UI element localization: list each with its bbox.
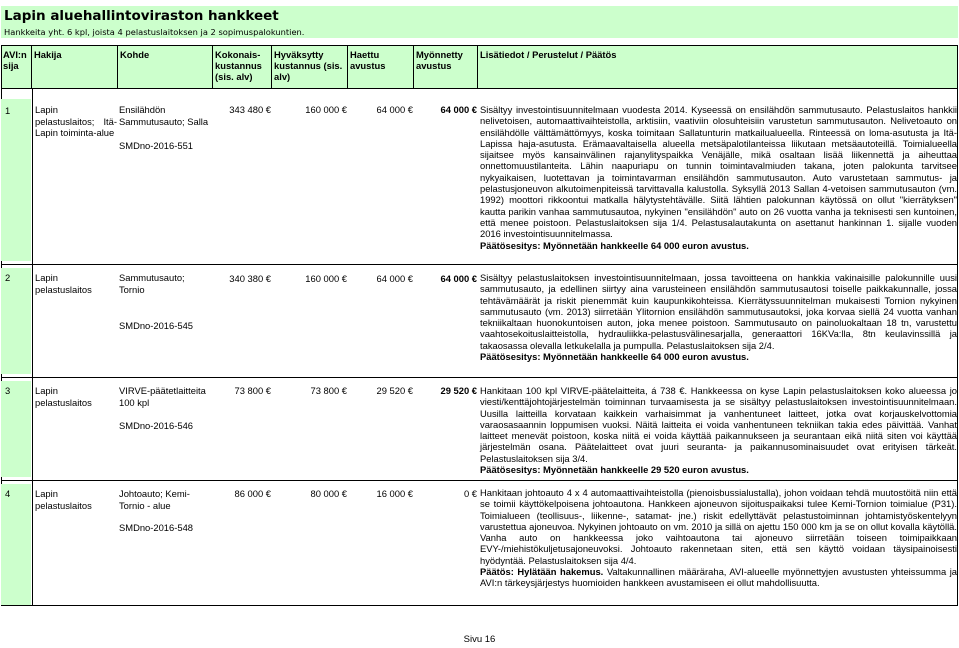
row2-total: 340 380 €: [229, 273, 271, 284]
row3-granted: 29 520 €: [440, 385, 477, 396]
row-separator: [1, 377, 958, 378]
row3-details: [480, 385, 957, 475]
page-title: Lapin aluehallintoviraston hankkeet: [4, 8, 279, 24]
row2-hakija: Lapin pelastuslaitos: [35, 272, 92, 295]
row2-granted: 64 000 €: [440, 273, 477, 284]
row-number-2: 2: [1, 268, 31, 374]
row1-details: [480, 104, 957, 251]
row2-approved: 160 000 €: [305, 273, 347, 284]
row1-total: 343 480 €: [229, 104, 271, 115]
row-separator: [1, 264, 958, 265]
row-number-4: 4: [1, 484, 31, 605]
header-kohde: Kohde: [118, 46, 213, 88]
row-number-3: 3: [1, 381, 31, 477]
row1-granted: 64 000 €: [440, 104, 477, 115]
header-kokonaiskustannus: Kokonais-kustannus (sis. alv): [213, 46, 272, 88]
header-avi-sija: AVI:n sija: [1, 46, 32, 88]
page-subtitle: Hankkeita yht. 6 kpl, joista 4 pelastuslaitoksen ja 2 sopimuspalokuntien.: [4, 27, 305, 37]
row1-kohde: Ensilähdön Sammutusauto; Salla: [119, 104, 209, 127]
header-lisatiedot: Lisätiedot / Perustelut / Päätös: [478, 46, 958, 88]
grid-line: [32, 88, 33, 605]
row4-decision-tail: Valtakunnallinen määräraha, AVI-alueelle myönnettyjen avustusten yhteissumma ja AVI:n tärkeysjärjestys huomioiden hankkeen avustamiseen ei ollut mahdollisuutta.: [480, 566, 958, 589]
row4-applied: 16 000 €: [376, 488, 413, 499]
row2-decision: Päätösesitys: Myönnetään hankkeelle 64 000 euron avustus.: [480, 351, 749, 363]
row4-kohde-id: SMDno-2016-548: [119, 522, 194, 533]
row3-decision: Päätösesitys: Myönnetään hankkeelle 29 520 euron avustus.: [480, 464, 749, 476]
row-number-1: 1: [1, 99, 31, 261]
row1-details-text: Sisältyy investointisuunnitelmaan vuodesta 2014. Kyseessä on ensilähdön sammutusauto. Pelastuslaitos hankkii nelivetoisen, automaattivaihteistolla, arktisiin, vaativiin olosuhteisiin varustetun sammutusauton. Nelivetoauto on ensilähdölle välttämättömyys, koska toimitaan Sallatunturin matkailualueella. Rinteessä on loma-asutusta ja Itä-Lapissa haja-asutusta. Erämaavaltaisella alueella metsäpalotilanteissa liikutaan metsäautoteillä. Toimialueella sijaitsee myös kansainvälinen rajanylityspaikka Venäjälle, mikä osaltaan lisää liikennettä ja aiheuttaa onnettomuustilanteita. Lähin naapuriapu on tunnin toimintavalmiuden takana, joten palokunta tarvitsee nykyaikaisen, luotettavan ja toimintavarman ensilähdön sammutusauton. Auto varustetaan sammutus- ja pelastusjoneuvon alkutoimenpiteissä tarvittavalla kalustolla. Syksyllä 2013 Sallan 4-vetoisen sammutusauton (vm. 1992) moottori rikkoontui matkalla hälytystehtävälle. Siitä lähtien palokunnan käytössä on ollut "kierrätyksen" kautta parikin vanhaa sammutusautoa, nykyinen "ensilähdön" auto on 26 vuotta vanha ja teknisesti sen kuntoinen, että menee poistoon. Pelastuslaitoksen sija 1/4. Pelastusalautakunta on asettanut hankinnan 1. sijalle vuoden 2016 investointisuunnitelmassa.: [480, 104, 957, 240]
header-myonnetty: Myönnetty avustus: [414, 46, 478, 88]
title-block: [1, 6, 958, 38]
row2-applied: 64 000 €: [376, 273, 413, 284]
grid-line: [957, 45, 958, 605]
row1-hakija: Lapin pelastuslaitos; Itä-Lapin toiminta-alue: [35, 104, 117, 139]
header-haettu: Haettu avustus: [348, 46, 414, 88]
row1-approved: 160 000 €: [305, 104, 347, 115]
row1-decision: Päätösesitys: Myönnetään hankkeelle 64 000 euron avustus.: [480, 239, 749, 251]
row4-granted: 0 €: [463, 488, 477, 499]
row4-details-text: Hankitaan johtoauto 4 x 4 automaattivaihteistolla (pienoisbussialustalla), johon voidaan tehdä muutostöitä niin että se toimii käyttökelpoisena johtoautona. Hankkeen ajoneuvon sijoituspaikaksi tulee Kemi-Tornion toimialue (P31). Toimialueen (teollisuus-, liikenne-, satamat- jne.) riskit edellyttävät pelastustoiminnan johtamistyöskentelyyn varustettua ajoneuvoa. Nykyinen johtoauto on vm. 2010 ja sillä on ajettu 150 000 km ja se on ollut kovalla käytöllä. Vanha auto on hankkeessa joko vaihtoautona tai ajoneuvo siirretään toiseen toimipaikkaan EVY-/miehistökuljetusajoneuvoksi. Johtoauto rakennetaan siten, että sen käyttö voidaan täysipainoisesti hyödyntää. Pelastuslaitoksen sija 4/4.: [480, 487, 957, 566]
page-footer: Sivu 16: [463, 634, 496, 645]
row3-approved: 73 800 €: [310, 385, 347, 396]
row3-kohde-id: SMDno-2016-546: [119, 420, 194, 431]
row1-applied: 64 000 €: [376, 104, 413, 115]
row4-decision: Päätös: Hylätään hakemus.: [480, 566, 604, 578]
row2-kohde-id: SMDno-2016-545: [119, 320, 194, 331]
header-hakija: Hakija: [32, 46, 118, 88]
row4-kohde: Johtoauto; Kemi-Tornio - alue: [119, 488, 190, 511]
row2-details-text: Sisältyy pelastuslaitoksen investointisuunnitelmaan, jossa tavoitteena on hankkia vakinaisille palokunnille uusi sammutusauto, ja edellinen siirtyy aina varusteineen ensilähdön sammutusautosi toiselle paikkakunnalle, jossa tehtävämäärät ja riskit pienemmät kuin kaupunkikohteissa. Kierrätyssuunnitelman mukaisesti Tornion nykyinen sammutusauto (vm. 2013) siirretään Ylitornion ensilähdön sammutusautoksi, joka korvaa siellä 24 vuotta vanhan tekniikaltaan huonokuntoisen auton, joka menee poistoon. Sammutusauto on painoluokaltaan 18 tn, varustettu vaahtosekoituslaitteistolla, hydrauliikka-pelastusvälinesarjalla, generaattori 16KVa:lla, 8tn keulavinssillä ja takaosassa olevalla letkukelalla ja pumpulla. Pelastuslaitoksen sija 2/4.: [480, 272, 957, 351]
row2-kohde: Sammutusauto; Tornio: [119, 272, 185, 295]
row-separator: [1, 605, 958, 606]
row4-details: [480, 487, 957, 589]
row3-details-text: Hankitaan 100 kpl VIRVE-päätelaitteita, á 738 €. Hankkeessa on kyse Lapin pelastuslaitoksen koko alueessa jo viesti/kenttäjohtojärjestelmän toiminnan turvaamisesta ja se sisältyy pelastuslaitoksen investointisuunnitelmaan. Uusilla laitteilla korvataan kaikkein varhaisimmat ja vanhentuneet laitteet, jotka ovat korjauskelvottomia varaosasaannin loppumisen vuoksi. Näitä laitteita ei voida vanhentuneen tekniikan takia edes päivittää. Vanhat laitteet menevät poistoon, koska niitä ei voida käyttää paikannukseen ja seurantaan eikä niitä siten voi käyttää järjestelmän osana. Päätelaitteet ovat juuri seuranta- ja paikannusominaisuudet ovat erityisen tärkeät. Pelastuslaitoksen sija 3/4.: [480, 385, 957, 464]
row3-hakija: Lapin pelastuslaitos: [35, 385, 92, 408]
header-hyvaksytty: Hyväksytty kustannus (sis. alv): [272, 46, 348, 88]
row4-decision-line: [480, 566, 957, 589]
row4-total: 86 000 €: [234, 488, 271, 499]
row4-hakija: Lapin pelastuslaitos: [35, 488, 92, 511]
row1-kohde-id: SMDno-2016-551: [119, 140, 194, 151]
header-bottom-border: [1, 88, 958, 89]
row-separator: [1, 480, 958, 481]
row2-details: [480, 272, 957, 362]
row3-total: 73 800 €: [234, 385, 271, 396]
row4-approved: 80 000 €: [310, 488, 347, 499]
row3-kohde: VIRVE-päätetlaitteita 100 kpl: [119, 385, 206, 408]
row3-applied: 29 520 €: [376, 385, 413, 396]
